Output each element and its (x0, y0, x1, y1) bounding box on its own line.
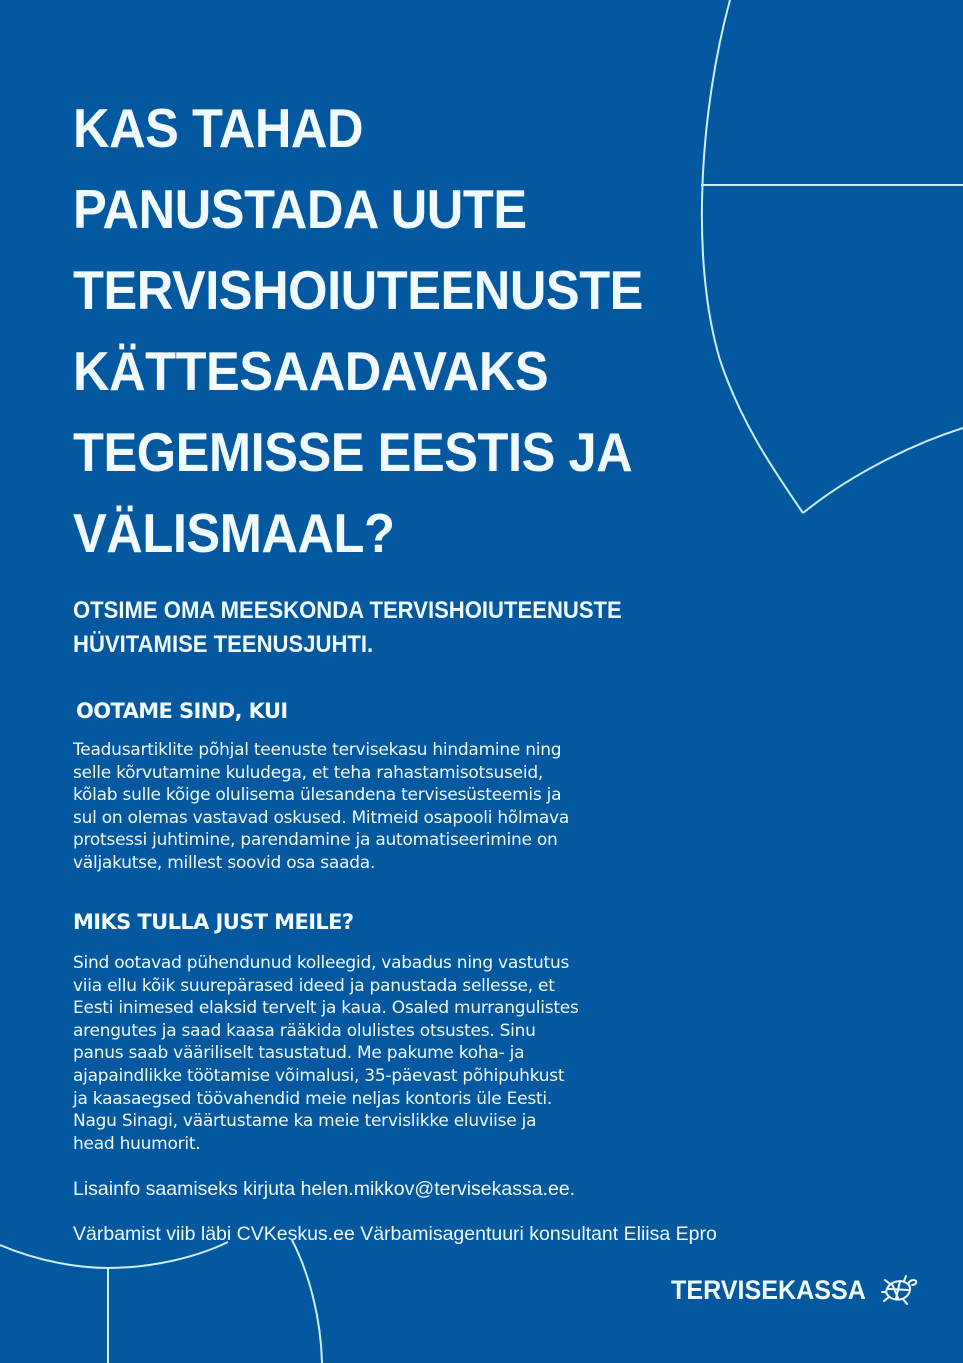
turtle-icon (880, 1272, 920, 1308)
headline-line: TERVISHOIUTEENUSTE (73, 259, 643, 321)
subheading (73, 594, 622, 662)
body-line: protsessi juhtimine, parendamine ja automatiseerimine on (73, 830, 558, 851)
body-line: väljakutse, millest soovid osa saada. (73, 852, 376, 873)
logo-text: TERVISEKASSA (671, 1274, 866, 1305)
headline-line: KAS TAHAD (73, 97, 364, 159)
bottom-middle-arc (292, 1240, 322, 1363)
headline (73, 88, 643, 574)
headline-line: KÄTTESAADAVAKS (73, 340, 549, 402)
contact-info: Lisainfo saamiseks kirjuta helen.mikkov@tervisekassa.ee. (73, 1178, 576, 1200)
section-body-miks (73, 952, 579, 1155)
headline-line: TEGEMISSE EESTIS JA (73, 421, 633, 483)
headline-line: PANUSTADA UUTE (73, 178, 527, 240)
body-line: kõlab sulle kõige olulisema ülesandena tervisesüsteemis ja (73, 785, 562, 806)
body-line: Eesti inimesed elaksid tervelt ja kaua. Osaled murrangulistes (73, 998, 579, 1019)
headline-line: VÄLISMAAL? (73, 502, 395, 564)
body-line: viia ellu kõik suurepärased ideed ja panustada sellesse, et (73, 975, 555, 996)
tervisekassa-logo (671, 1272, 920, 1308)
body-line: selle kõrvutamine kuludega, et teha rahastamisotsuseid, (73, 762, 544, 783)
section-body-ootame (73, 739, 569, 875)
subheading-line: HÜVITAMISE TEENUSJUHTI. (73, 631, 374, 658)
body-line: ajapaindlikke töötamise võimalusi, 35-päevast põhipuhkust (73, 1065, 565, 1086)
body-line: ja kaasaegsed töövahendid meie neljas kontoris üle Eesti. (73, 1088, 552, 1109)
body-line: sul on olemas vastavad oskused. Mitmeid osapooli hõlmava (73, 807, 569, 828)
body-line: Teadusartiklite põhjal teenuste tervisekasu hindamine ning (73, 740, 562, 760)
section-title-miks: MIKS TULLA JUST MEILE? (73, 910, 354, 934)
section-title-ootame: OOTAME SIND, KUI (76, 699, 288, 723)
subheading-line: OTSIME OMA MEESKONDA TERVISHOIUTEENUSTE (73, 597, 622, 624)
body-line: arengutes ja saad kaasa rääkida olulistes otsustes. Sinu (73, 1020, 536, 1041)
top-right-arc-upper (803, 428, 963, 513)
body-line: head huumorit. (73, 1133, 201, 1154)
body-line: Sind ootavad pühendunud kolleegid, vabadus ning vastutus (73, 953, 570, 973)
body-line: Nagu Sinagi, väärtustame ka meie tervislikke eluviise ja (73, 1111, 537, 1132)
top-right-arc (702, 0, 803, 513)
recruiter-info: Värbamist viib läbi CVKeskus.ee Värbamisagentuuri konsultant Eliisa Epro (73, 1223, 717, 1245)
body-line: panus saab vääriliselt tasustatud. Me pakume koha- ja (73, 1043, 525, 1064)
